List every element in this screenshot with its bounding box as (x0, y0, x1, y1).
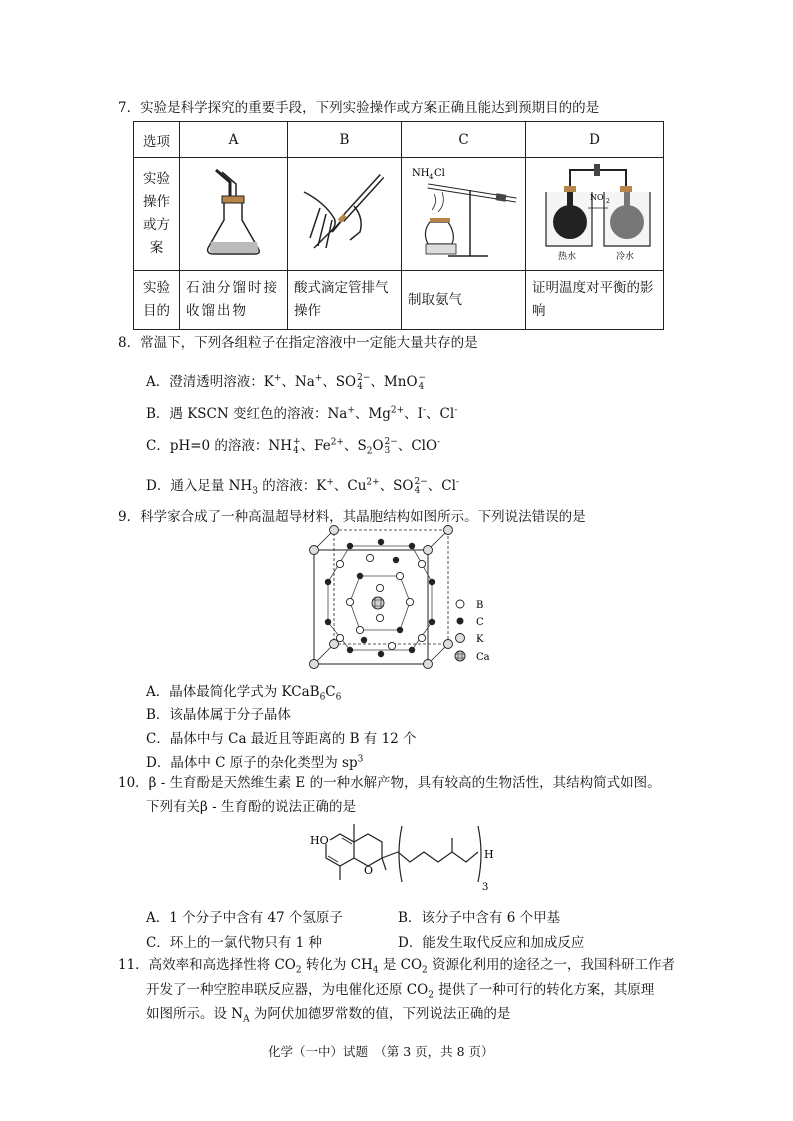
q8-option-a: A．澄清透明溶液：K+、Na+、SO 2− 4 、MnO − 4 (146, 372, 427, 392)
cell-b-image (288, 158, 402, 271)
svg-text:Ca: Ca (476, 652, 490, 663)
q8-option-c: C．pH=0 的溶液：NH + 4 、$Fe^{2+}$、$S_2O$ 2− 3 、ClO- (146, 436, 441, 457)
q9-option-b: B．该晶体属于分子晶体 (146, 707, 291, 723)
header-b: B (288, 122, 402, 158)
q9-option-a: A．晶体最简化学式为 $KCaB_6C_6$ (146, 684, 342, 703)
header-a: A (180, 122, 288, 158)
svg-text:冷水: 冷水 (616, 252, 635, 262)
svg-text:Cl: Cl (434, 168, 445, 179)
header-option: 选项 (134, 122, 180, 158)
header-c: C (402, 122, 526, 158)
q10-stem-line2: 下列有关β - 生育酚的说法正确的是 (146, 799, 356, 815)
q10-option-d: D．能发生取代反应和加成反应 (398, 935, 585, 951)
q11-line2: 开发了一种空腔串联反应器，为电催化还原 $CO_2$ 提供了一种可行的转化方案，其原理 (146, 982, 655, 1001)
tocopherol-structure-diagram (306, 818, 506, 898)
flask-with-adapter-icon (186, 162, 282, 262)
q8-option-b: B．遇 KSCN 变红色的溶液：Na+、$Mg^{2+}$、I-、Cl- (146, 405, 458, 422)
q8-stem: 8．常温下，下列各组粒子在指定溶液中一定能大量共存的是 (118, 335, 478, 351)
q10-stem-line1: 10．β - 生育酚是天然维生素 E 的一种水解产物，具有较高的生物活性，其结构简式如图。 (118, 775, 661, 791)
q9-option-d: D．晶体中 C 原子的杂化类型为 $sp^3$ (146, 754, 364, 771)
cell-d-image (526, 158, 664, 271)
svg-text:热水: 热水 (558, 252, 577, 262)
svg-text:O: O (364, 864, 374, 877)
row-label-purpose: 实验 目的 (134, 271, 180, 330)
q7-stem: 7．实验是科学探究的重要手段，下列实验操作或方案正确且能达到预期目的的是 (118, 100, 600, 116)
burette-exhaust-hands-icon (294, 162, 394, 262)
row-label-operation: 实验 操作 或方 案 (134, 158, 180, 271)
svg-text:NH: NH (412, 168, 430, 179)
ammonia-apparatus-icon (408, 162, 520, 262)
q10-option-c: C．环上的一氯代物只有 1 种 (146, 935, 323, 951)
svg-text:HO: HO (310, 834, 329, 847)
purpose-d: 证明温度对平衡的影响 (526, 271, 664, 330)
q11-line3: 如图所示。设 $N_A$ 为阿伏加德罗常数的值，下列说法正确的是 (146, 1006, 511, 1025)
q9-option-c: C．晶体中与 Ca 最近且等距离的 B 有 12 个 (146, 731, 417, 747)
svg-text:K: K (476, 634, 484, 645)
svg-text:H: H (484, 848, 494, 861)
q10-option-a: A．1 个分子中含有 47 个氢原子 (146, 910, 343, 926)
page-footer: 化学（一中）试题 （第 3 页，共 8 页） (268, 1044, 494, 1059)
purpose-a: 石油分馏时接收馏出物 (180, 271, 288, 330)
cell-c-image (402, 158, 526, 271)
svg-text:C: C (476, 617, 484, 628)
svg-text:2: 2 (606, 198, 610, 205)
q7-table (133, 121, 664, 330)
purpose-c: 制取氨气 (402, 271, 526, 330)
q11-line1: 11．高效率和高选择性将 $CO_2$ 转化为 $CH_4$ 是 $CO_2$ 资源化利用的途径之一，我国科研工作者 (118, 957, 676, 976)
no2-equilibrium-apparatus-icon (532, 162, 656, 262)
purpose-b: 酸式滴定管排气操作 (288, 271, 402, 330)
cell-a-image (180, 158, 288, 271)
q9-stem: 9．科学家合成了一种高温超导材料，其晶胞结构如图所示。下列说法错误的是 (118, 509, 586, 525)
header-d: D (526, 122, 664, 158)
svg-text:NO: NO (590, 193, 604, 202)
q8-option-d: D．通入足量 $NH_3$ 的溶液：K+、$Cu^{2+}$、SO 2− 4 、Cl- (146, 476, 459, 497)
svg-text:4: 4 (429, 173, 434, 181)
q10-option-b: B．该分子中含有 6 个甲基 (398, 910, 561, 926)
svg-text:3: 3 (482, 882, 489, 893)
svg-text:B: B (476, 600, 484, 611)
crystal-cell-diagram (300, 522, 500, 672)
